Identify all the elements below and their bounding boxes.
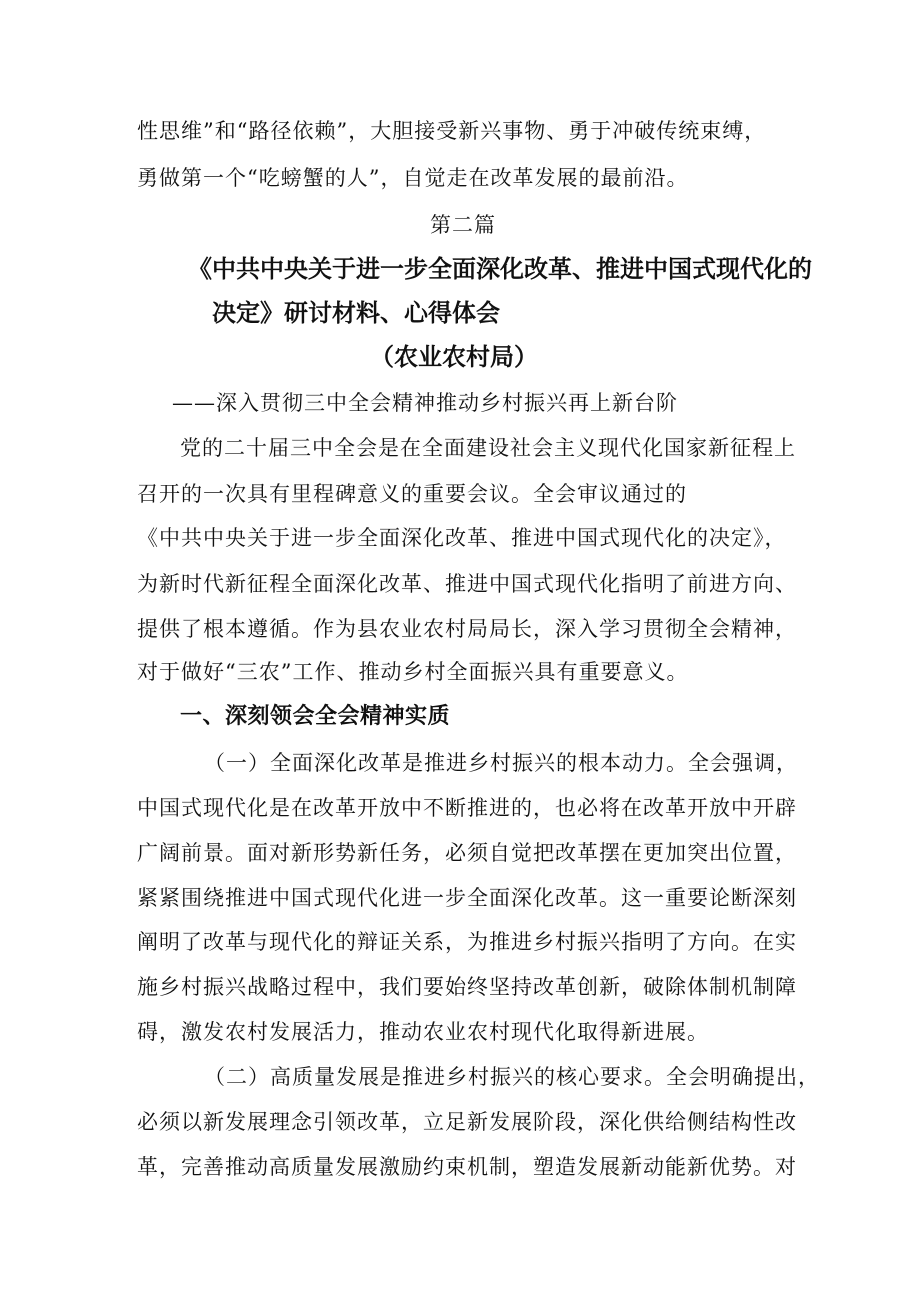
section-heading: 一、深刻领会全会精神实质	[180, 704, 451, 729]
department-label: （农业农村局）	[370, 343, 538, 371]
intro-paragraph-line: 召开的一次具有里程碑意义的重要会议。全会审议通过的	[137, 482, 687, 506]
intro-paragraph-line: 对于做好“三农”工作、推动乡村全面振兴具有重要意义。	[137, 660, 689, 684]
paragraph-line: （一）全面深化改革是推进乡村振兴的根本动力。全会强调，	[204, 751, 798, 775]
paragraph-line: 中国式现代化是在改革开放中不断推进的，也必将在改革开放中开辟	[137, 796, 797, 820]
document-title-line: 决定》研讨材料、心得体会	[212, 299, 500, 327]
paragraph-line: 紧紧围绕推进中国式现代化进一步全面深化改革。这一重要论断深刻	[137, 886, 797, 910]
intro-paragraph-line: 提供了根本遵循。作为县农业农村局局长，深入学习贯彻全会精神，	[137, 617, 797, 641]
previous-text-line: 性思维”和“路径依赖”，大胆接受新兴事物、勇于冲破传统束缚，	[137, 119, 767, 143]
document-subtitle: ——深入贯彻三中全会精神推动乡村振兴再上新台阶	[172, 391, 678, 415]
paragraph-line: 革，完善推动高质量发展激励约束机制，塑造发展新动能新优势。对	[137, 1155, 797, 1179]
paragraph-line: 施乡村振兴战略过程中，我们要始终坚持改革创新，破除体制机制障	[137, 975, 797, 999]
intro-paragraph-line: 党的二十届三中全会是在全面建设社会主义现代化国家新征程上	[180, 436, 796, 460]
intro-paragraph-line: 为新时代新征程全面深化改革、推进中国式现代化指明了前进方向、	[137, 572, 797, 596]
paragraph-line: 碍，激发农村发展活力，推动农业农村现代化取得新进展。	[137, 1020, 709, 1044]
paragraph-line: 广阔前景。面对新形势新任务，必须自觉把改革摆在更加突出位置，	[137, 841, 797, 865]
section-label: 第二篇	[430, 213, 496, 237]
previous-text-line: 勇做第一个“吃螃蟹的人”，自觉走在改革发展的最前沿。	[137, 166, 689, 190]
intro-paragraph-line: 《中共中央关于进一步全面深化改革、推进中国式现代化的决定》，	[137, 526, 787, 550]
paragraph-line: 必须以新发展理念引领改革，立足新发展阶段，深化供给侧结构性改	[137, 1110, 797, 1134]
paragraph-line: 阐明了改革与现代化的辩证关系，为推进乡村振兴指明了方向。在实	[137, 930, 797, 954]
document-title-line: 《中共中央关于进一步全面深化改革、推进中国式现代化的	[188, 255, 812, 283]
paragraph-line: （二）高质量发展是推进乡村振兴的核心要求。全会明确提出，	[204, 1065, 820, 1089]
